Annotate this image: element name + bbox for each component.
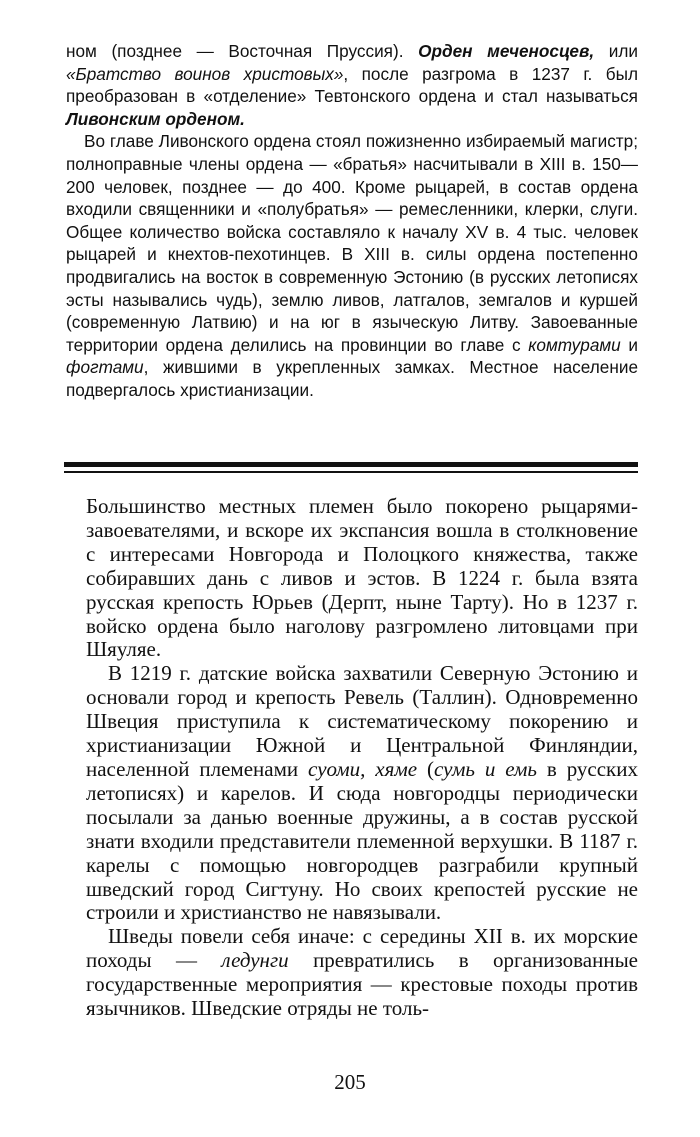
main-text-run: ( bbox=[417, 756, 434, 781]
term-vogts: фогтами bbox=[66, 357, 144, 378]
main-paragraph-3 bbox=[86, 925, 638, 1021]
sidebar-text: ном (позднее — Восточная Пруссия). bbox=[66, 41, 419, 61]
sidebar-text: , жившими в укрепленных замках. Местное население подвергалось христианизации. bbox=[66, 357, 638, 400]
main-text-run: в русских летописях) и карелов. И сюда новгородцы периодически посылали за данью военные дружины, а в состав русской знати входили представители племенной верхушки. В 1187 г. карелы с помощью новгородцев разграбили крупный шведский город Сигтуну. Но своих крепостей русские не строили и христианство не навязывали. bbox=[86, 756, 639, 925]
separator-thick-rule bbox=[64, 462, 638, 467]
term-sword-brethren: Орден меченосцев, bbox=[418, 41, 595, 61]
term-suomi-hyame: суоми, хяме bbox=[308, 756, 418, 781]
separator-thin-rule bbox=[64, 471, 638, 473]
term-komturs: комтурами bbox=[528, 334, 621, 355]
sidebar-box bbox=[66, 40, 638, 402]
sidebar-text: и bbox=[620, 334, 638, 355]
sidebar-text: Во главе Ливонского ордена стоял пожизненно избираемый магистр; полноправные члены ордена — «братья» насчитывали в XIII в. 150—200 человек, позднее — до 400. Кроме рыцарей, в состав ордена входили священники и «полубратья» — ремесленники, клерки, слуги. Общее количество войска составляло к началу XV в. 4 тыс. человек рыцарей и кнехтов-пехотинцев. В XIII в. силы ордена постепенно продвигались на восток в современную Эстонию (в русских летописях эсты назывались чудь), землю ливов, латгалов, земгалов и куршей (современную Латвию) и на юг в языческую Литву. Завоеванные территории ордена делились на провинции во главе с bbox=[66, 131, 638, 355]
term-brotherhood-quote: «Братство воинов христовых» bbox=[66, 63, 344, 84]
main-text-run: превратились в организованные государственные мероприятия — крестовые походы против язычников. Шведские отряды не толь- bbox=[86, 948, 639, 1021]
term-ledungi: ледунги bbox=[221, 948, 289, 973]
main-text-run: В 1219 г. датские войска захватили Северную Эстонию и основали город и крепость Ревель (Таллин). Одновременно Швеция приступила к систематическому покорению и христианизации Южной и Центральной Финляндии, населенной племенами bbox=[86, 661, 638, 781]
main-paragraph-2 bbox=[86, 662, 638, 925]
main-text-run: Шведы повели себя иначе: с середины XII в. их морские походы — bbox=[86, 924, 638, 973]
sidebar-text: или bbox=[594, 41, 638, 61]
page-number: 205 bbox=[334, 1070, 366, 1094]
sidebar-text: , после разгрома в 1237 г. был преобразован в «отделение» Тевтонского ордена и стал называться bbox=[66, 63, 638, 107]
main-paragraph-1: Большинство местных племен было покорено рыцарями-завоевателями, и вскоре их экспансия вошла в столкновение с интересами Новгорода и Полоцкого княжества, также собиравших дань с ливов и эстов. В 1224 г. была взята русская крепость Юрьев (Дерпт, ныне Тарту). Но в 1237 г. войско ордена было наголову разгромлено литовцами при Шяуляе. bbox=[86, 494, 638, 662]
sidebar-paragraph-2 bbox=[66, 130, 638, 401]
sidebar-paragraph-1 bbox=[66, 40, 638, 130]
term-livonian-order: Ливонским орденом. bbox=[66, 108, 245, 129]
term-sum-em: сумь и емь bbox=[433, 756, 537, 781]
main-text bbox=[86, 495, 638, 1021]
